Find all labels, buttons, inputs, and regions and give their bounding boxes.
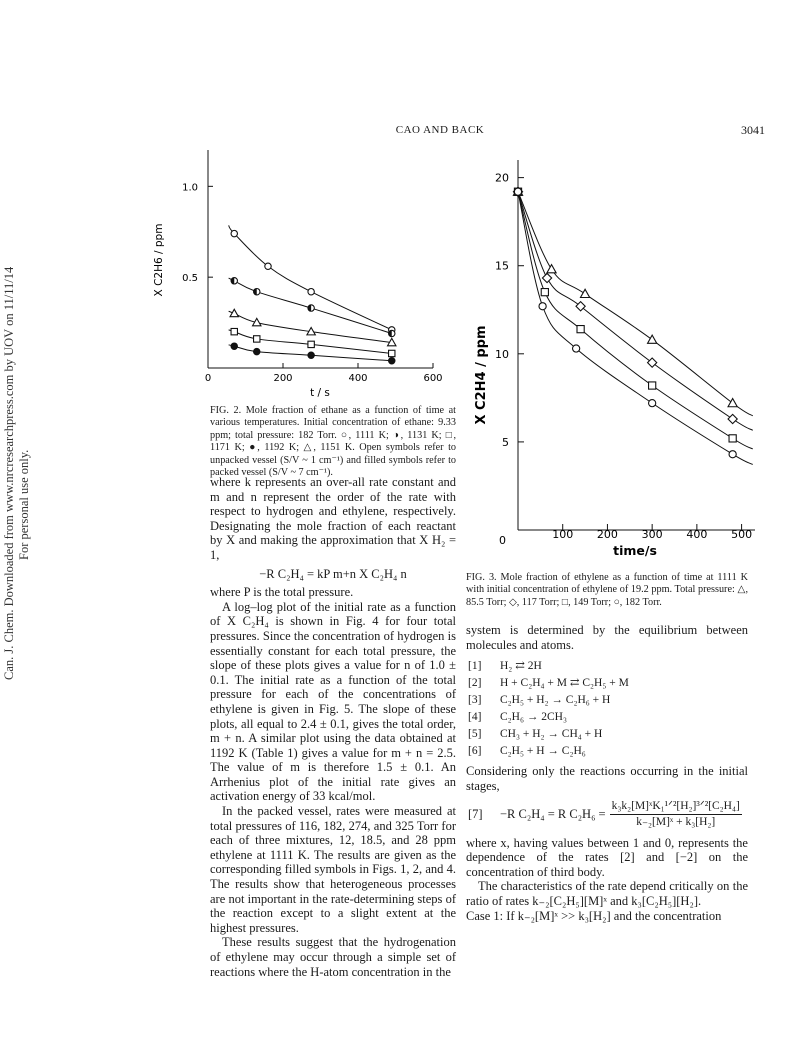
fig3-ytick-5: 5 <box>502 435 509 449</box>
data-point-square-open <box>254 336 260 342</box>
reaction-row <box>468 726 748 743</box>
data-point-circle-open <box>573 345 580 352</box>
left-para-2: where P is the total pressure. <box>210 585 354 600</box>
fig3-xlabel: time/s <box>613 543 657 558</box>
fig3-points <box>513 187 737 458</box>
data-point-square-open <box>649 382 656 389</box>
left-para-1: where k represents an over-all rate constant and m and n represent the order of the rate with respect to hydrogen and ethylene, respectively. Designating the mole fraction of each reactant by X and making the approximation that X H₂ = 1, <box>210 475 456 562</box>
reaction-row <box>468 658 748 675</box>
data-point-square-open <box>577 326 584 333</box>
data-point-triangle-open <box>230 309 238 316</box>
data-point-circle-filled <box>254 348 260 354</box>
running-title: CAO AND BACK <box>395 124 485 136</box>
data-point-circle-open <box>231 230 237 236</box>
left-column <box>210 475 456 979</box>
rate-equation: −R C₂H₄ = kP m+n X C₂H₄ n <box>259 566 407 581</box>
reaction-equation: H₂ ⇄ 2H <box>500 660 542 673</box>
data-point-circle-open <box>649 400 656 407</box>
reaction-equation: CH₃ + H₂ → CH₄ + H <box>500 728 603 741</box>
fig2-xtick-400: 400 <box>348 373 368 384</box>
data-point-triangle-open <box>580 289 589 297</box>
reaction-number: [2] <box>468 677 482 690</box>
reaction-equation: C₂H₅ + H₂ → C₂H₆ + H <box>500 694 611 707</box>
right-column <box>466 623 748 923</box>
data-point-circle-filled <box>389 358 395 364</box>
data-point-triangle-open <box>648 335 657 343</box>
fig3-fit-curve <box>518 192 753 449</box>
data-point-square-open <box>389 350 395 356</box>
eq7-number: [7] <box>468 807 483 822</box>
fig3-xtick-300: 300 <box>641 528 663 541</box>
reaction-row <box>468 743 748 760</box>
left-para-4: In the packed vessel, rates were measured at total pressures of 116, 182, 274, and 325 Torr for each of three mixtures, 12, 18.5, and 28 ppm ethylene at 1111 K. The results are given as the corresponding filled symbols in Figs. 1, 2, and 4. The results show that heterogeneous processes are not important in the rate-determining steps of the reaction except to a slight extent at the highest pressures. <box>210 804 456 935</box>
fig3-xtick-500: 500 <box>731 528 753 541</box>
fig3-fit-curve <box>518 192 753 431</box>
eq7-lhs: −R C₂H₄ = R C₂H₆ = <box>500 807 606 822</box>
right-para-4: The characteristics of the rate depend critically on the ratio of rates k₋₂[C₂H₅][M]ˣ and k₃[C₂H₅][H₂]. <box>466 879 748 908</box>
fig3-ytick-15: 15 <box>495 259 509 273</box>
reaction-number: [5] <box>468 728 482 741</box>
fig2-axes <box>208 150 433 368</box>
fig2-xtick-0: 0 <box>204 373 212 384</box>
equation-7 <box>468 799 748 829</box>
reaction-equation: C₂H₅ + H → C₂H₆ <box>500 745 586 758</box>
right-para-2: Considering only the reactions occurring in the initial stages, <box>466 764 748 793</box>
right-para-1: system is determined by the equilibrium between molecules and atoms. <box>466 623 748 652</box>
left-para-3: A log–log plot of the initial rate as a function of X C₂H₄ is shown in Fig. 4 for four total pressures. Since the concentration of hydrogen is essentially constant for each total pressure, the slope of these plots gives a value for n of 1.0 ± 0.1. The initial rate as a function of the total pressure for each of the concentrations of ethylene is given in Fig. 5. The slope of these plots, all equal to 2.4 ± 0.1, gives the total order, m + n. A similar plot using the data obtained at 1192 K (Table 1) gives a value for m + n = 2.5. The value of m is therefore 1.5 ± 0.1. An Arrhenius plot of the initial rate gives an activation energy of 33 kcal/mol. <box>210 599 456 804</box>
data-point-circle-open <box>514 188 521 195</box>
fig3-fit-curve <box>518 192 753 416</box>
reaction-equation: C₂H₆ → 2CH₃ <box>500 711 567 724</box>
data-point-diamond-open <box>728 414 737 423</box>
data-point-square-open <box>541 289 548 296</box>
data-point-circle-half <box>254 289 260 295</box>
fig3-curves <box>518 192 753 465</box>
fig2-ytick-05: 0.5 <box>182 273 198 285</box>
reaction-number: [6] <box>468 745 482 758</box>
fig2-fit-curve <box>229 225 392 329</box>
fig2-caption: FIG. 2. Mole fraction of ethane as a function of time at various temperatures. Initial concentration of ethane: 9.33 ppm; total pressure: 182 Torr. ○, 1111 K; ◑, 1131 K; □, 1171 K; ●, 1192 K; △, 1151 K. Open symbols refer to unpacked vessel (S/V ~ 1 cm⁻¹) and filled symbols refer to packed vessel (S/V ~ 7 cm⁻¹). <box>210 405 456 479</box>
fig2-points <box>230 230 396 364</box>
reaction-number: [1] <box>468 660 482 673</box>
page-number: 3041 <box>741 123 765 137</box>
data-point-circle-filled <box>231 343 237 349</box>
eq7-numerator: k₃k₂[M]ˣK₁¹ᐟ²[H₂]³ᐟ²[C₂H₄] <box>610 799 742 815</box>
reaction-number: [3] <box>468 694 482 707</box>
data-point-square-open <box>231 328 237 334</box>
fig3-ylabel: X C2H4 / ppm <box>474 325 489 425</box>
right-para-3: where x, having values between 1 and 0, represents the dependence of the rates [2] and [−2] on the concentration of third body. <box>466 835 748 879</box>
fig3-ytick-0: 0 <box>499 534 506 547</box>
fig2-xtick-600: 600 <box>423 373 443 384</box>
eq7-denominator: k₋₂[M]ˣ + k₃[H₂] <box>636 815 716 828</box>
eq7-fraction <box>610 799 742 829</box>
fig3-ytick-10: 10 <box>495 347 509 361</box>
fig2-xlabel: t / s <box>310 387 330 399</box>
data-point-diamond-open <box>542 273 551 282</box>
reaction-equation: H + C₂H₄ + M ⇄ C₂H₅ + M <box>500 677 629 690</box>
reaction-list <box>468 658 748 760</box>
data-point-circle-filled <box>308 352 314 358</box>
left-para-5: These results suggest that the hydrogenation of ethylene may occur through a simple set of reactions where the H-atom concentration in the <box>210 935 456 979</box>
fig3-axes <box>518 160 755 530</box>
data-point-triangle-open <box>547 265 556 273</box>
data-point-square-open <box>729 435 736 442</box>
data-point-circle-open <box>265 263 271 269</box>
watermark-line-2: For personal use only. <box>17 449 31 560</box>
fig3-xtick-200: 200 <box>596 528 618 541</box>
figure-3-chart <box>465 150 765 560</box>
data-point-circle-half <box>389 330 395 336</box>
fig3-caption: FIG. 3. Mole fraction of ethylene as a function of time at 1111 K with initial concentration of ethylene of 19.2 ppm. Total pressure: △, 85.5 Torr; ◇, 117 Torr; □, 149 Torr; ○, 182 Torr. <box>466 572 748 608</box>
data-point-square-open <box>308 341 314 347</box>
side-watermark <box>2 267 32 680</box>
data-point-diamond-open <box>648 358 657 367</box>
data-point-triangle-open <box>728 399 737 407</box>
watermark-line-1: Can. J. Chem. Downloaded from www.nrcresearchpress.com by UOV on 11/11/14 <box>2 266 16 680</box>
reaction-row <box>468 692 748 709</box>
reaction-row <box>468 709 748 726</box>
fig2-ylabel: X C2H6 / ppm <box>153 223 165 297</box>
fig3-ytick-20: 20 <box>495 171 509 185</box>
right-para-5: Case 1: If k₋₂[M]ˣ >> k₃[H₂] and the concentration <box>466 908 722 923</box>
fig3-xtick-100: 100 <box>552 528 574 541</box>
data-point-circle-half <box>231 278 237 284</box>
data-point-circle-open <box>308 289 314 295</box>
fig2-ytick-1: 1.0 <box>182 182 198 194</box>
data-point-circle-open <box>729 451 736 458</box>
data-point-circle-half <box>308 305 314 311</box>
fig2-xtick-200: 200 <box>273 373 293 384</box>
reaction-number: [4] <box>468 711 482 724</box>
figure-2-chart <box>150 140 450 400</box>
reaction-row <box>468 675 748 692</box>
fig3-xtick-400: 400 <box>686 528 708 541</box>
data-point-circle-open <box>539 303 546 310</box>
